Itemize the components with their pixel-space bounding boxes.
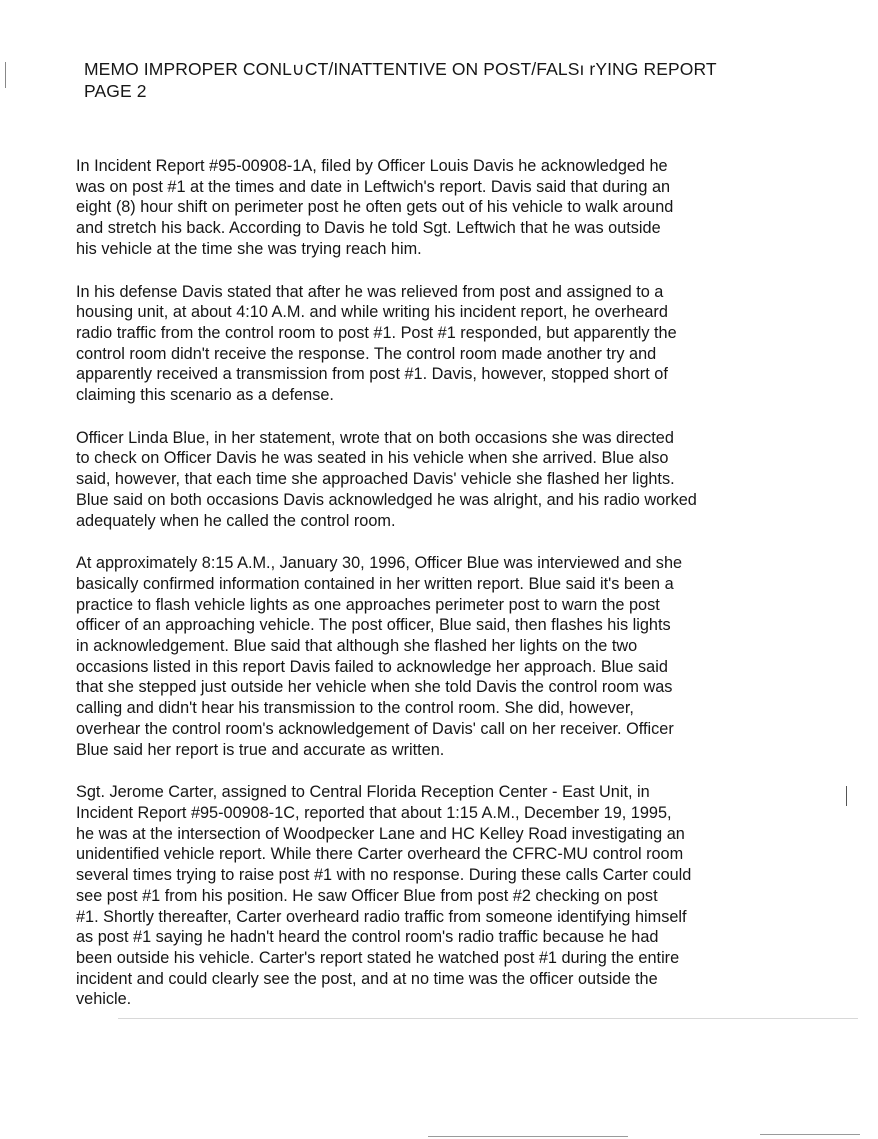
- text-line: control room didn't receive the response. The control room made another try and: [76, 344, 657, 363]
- paragraph-carter-report: [76, 782, 761, 1010]
- paragraph-blue-interview: [76, 553, 761, 760]
- text-line: incident and could clearly see the post, and at no time was the officer outside the: [76, 969, 658, 988]
- text-line: as post #1 saying he hadn't heard the control room's radio traffic because he had: [76, 928, 659, 947]
- text-line: and stretch his back. According to Davis he told Sgt. Leftwich that he was outside: [76, 219, 661, 238]
- text-line: housing unit, at about 4:10 A.M. and while writing his incident report, he overheard: [76, 303, 668, 322]
- scan-line-bottom: [118, 1018, 858, 1019]
- text-line: said, however, that each time she approached Davis' vehicle she flashed her lights.: [76, 470, 675, 489]
- text-line: officer of an approaching vehicle. The post officer, Blue said, then flashes his lights: [76, 616, 671, 635]
- text-line: several times trying to raise post #1 with no response. During these calls Carter could: [76, 866, 692, 885]
- memo-title: MEMO IMPROPER CONL∪CT/INATTENTIVE ON POST/FALSı rYING REPORT: [84, 59, 717, 79]
- memo-header: [84, 58, 804, 102]
- text-line: he was at the intersection of Woodpecker Lane and HC Kelley Road investigating an: [76, 824, 685, 843]
- text-line: radio traffic from the control room to post #1. Post #1 responded, but apparently the: [76, 323, 677, 342]
- text-line: vehicle.: [76, 990, 132, 1009]
- text-line: In Incident Report #95-00908-1A, filed by Officer Louis Davis he acknowledged he: [76, 157, 668, 175]
- text-line: basically confirmed information contained in her written report. Blue said it's been a: [76, 574, 674, 593]
- paragraph-davis-defense: [76, 282, 761, 406]
- text-line: unidentified vehicle report. While there Carter overheard the CFRC-MU control room: [76, 845, 684, 864]
- text-line: was on post #1 at the times and date in Leftwich's report. Davis said that during an: [76, 177, 671, 196]
- text-line: Blue said her report is true and accurate as written.: [76, 740, 445, 759]
- text-line: eight (8) hour shift on perimeter post he often gets out of his vehicle to walk around: [76, 198, 674, 217]
- text-line: #1. Shortly thereafter, Carter overheard radio traffic from someone identifying himself: [76, 907, 687, 926]
- scan-mark-left: [5, 62, 6, 88]
- paragraph-blue-statement: [76, 428, 761, 532]
- text-line: claiming this scenario as a defense.: [76, 386, 334, 405]
- text-line: overhear the control room's acknowledgement of Davis' call on her receiver. Officer: [76, 719, 674, 738]
- text-line: Blue said on both occasions Davis acknowledged he was alright, and his radio worked: [76, 490, 697, 509]
- text-line: been outside his vehicle. Carter's report stated he watched post #1 during the entire: [76, 948, 680, 967]
- text-line: calling and didn't hear his transmission to the control room. She did, however,: [76, 699, 634, 718]
- scan-line-footer-right: [760, 1134, 860, 1135]
- text-line: apparently received a transmission from post #1. Davis, however, stopped short of: [76, 365, 668, 384]
- text-line: see post #1 from his position. He saw Officer Blue from post #2 checking on post: [76, 886, 658, 905]
- page-number: PAGE 2: [84, 81, 147, 101]
- text-line: occasions listed in this report Davis failed to acknowledge her approach. Blue said: [76, 657, 668, 676]
- scan-mark-right: [846, 786, 847, 806]
- paragraph-davis-report: [76, 156, 761, 260]
- text-line: in acknowledgement. Blue said that although she flashed her lights on the two: [76, 637, 638, 656]
- text-line: to check on Officer Davis he was seated in his vehicle when she arrived. Blue also: [76, 449, 669, 468]
- text-line: In his defense Davis stated that after he was relieved from post and assigned to a: [76, 282, 664, 301]
- text-line: adequately when he called the control room.: [76, 511, 396, 530]
- text-line: Sgt. Jerome Carter, assigned to Central Florida Reception Center - East Unit, in: [76, 783, 650, 802]
- text-line: that she stepped just outside her vehicle when she told Davis the control room was: [76, 678, 673, 697]
- text-line: Officer Linda Blue, in her statement, wrote that on both occasions she was directed: [76, 428, 674, 447]
- text-line: At approximately 8:15 A.M., January 30, 1996, Officer Blue was interviewed and she: [76, 554, 683, 573]
- text-line: his vehicle at the time she was trying reach him.: [76, 239, 422, 258]
- text-line: Incident Report #95-00908-1C, reported that about 1:15 A.M., December 19, 1995,: [76, 803, 672, 822]
- text-line: practice to flash vehicle lights as one approaches perimeter post to warn the post: [76, 595, 660, 614]
- scan-line-footer-left: [428, 1136, 628, 1137]
- memo-body: [76, 156, 761, 1010]
